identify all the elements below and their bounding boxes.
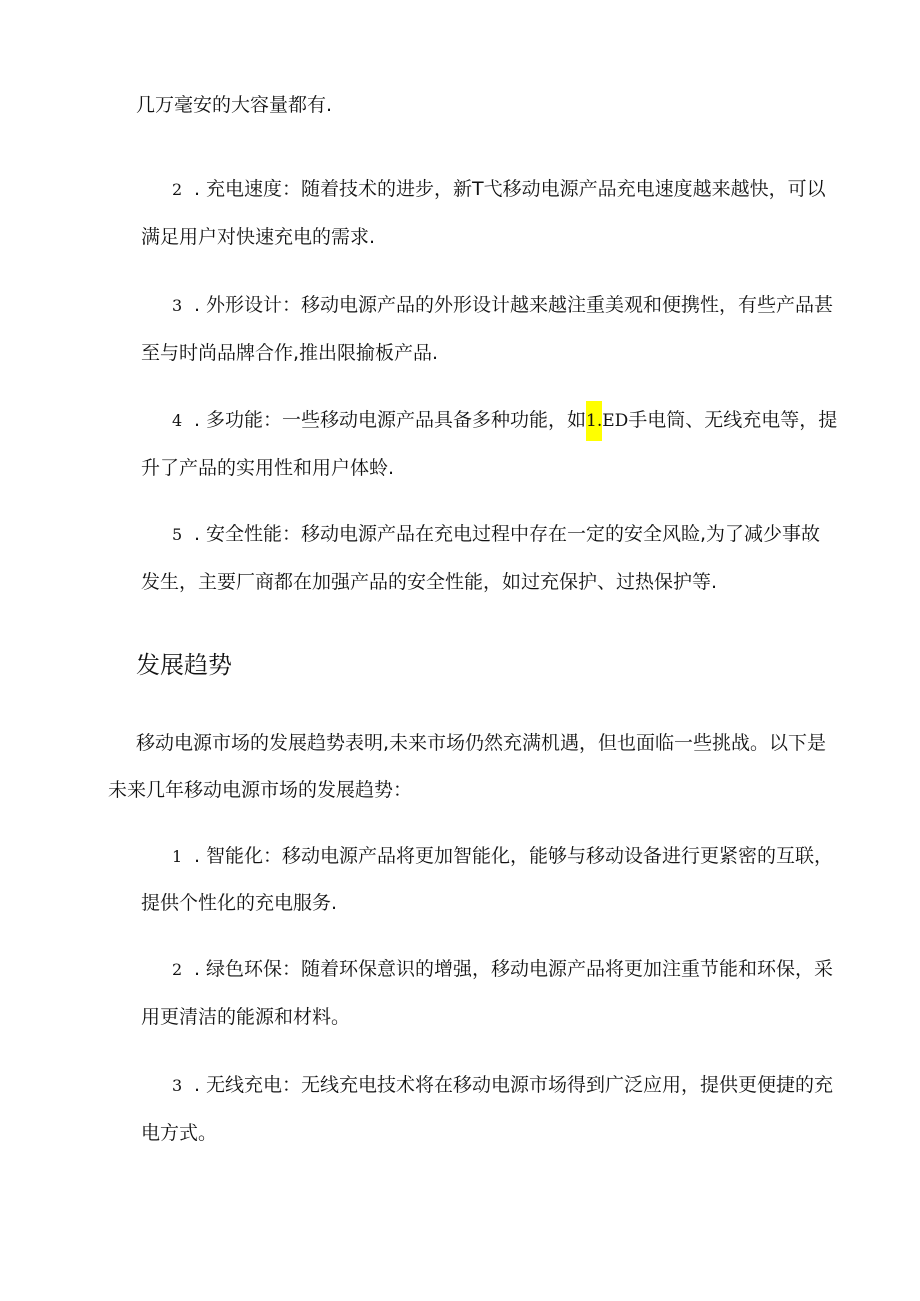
continuation-text: 几万毫安的大容量都有. [136,94,333,116]
list-number: 2 [172,960,183,979]
list-number: 3 [172,1076,183,1095]
feature-item-4-line1 [172,407,837,434]
trend-text: 绿色环保：随着环保意识的增强，移动电源产品将更加注重节能和环保，采 [206,958,834,980]
trend-item-2-line2: 用更清洁的能源和材料。 [141,1006,351,1028]
trend-item-3-line1 [172,1072,833,1099]
feature-item-4-line2: 升了产品的实用性和用户体蛉. [141,457,395,479]
section-heading: 发展趋势 [136,651,232,679]
feature-text-post: 手电筒、无线充电等，提 [628,409,838,431]
list-dot: . [194,958,201,980]
trend-text: 无线充电：无线充电技术将在移动电源市场得到广泛应用，提供更便捷的充 [206,1074,834,1096]
feature-text: 安全性能：移动电源产品在充电过程中存在一定的安全风睑,为了减少事故 [206,523,821,545]
list-dot: . [194,409,201,431]
list-number: 2 [172,180,183,199]
list-number: 4 [172,411,183,430]
feature-item-5-line1 [172,521,820,548]
list-number: 3 [172,296,183,315]
list-dot: . [194,294,201,316]
list-dot: . [194,178,201,200]
feature-text: 外形设计：移动电源产品的外形设计越来越注重美观和便携性，有些产品甚 [206,294,834,316]
feature-item-2-line1 [172,176,826,203]
feature-text: 多功能：一些移动电源产品具备多种功能，如 [206,409,587,431]
feature-item-3-line1 [172,292,833,319]
feature-item-2-line2: 满足用户对快速充电的需求. [141,226,376,248]
list-number: 5 [172,525,183,544]
list-number: 1 [172,847,183,866]
list-dot: . [194,845,201,867]
feature-text: 充电速度：随着技术的进步，新T弋移动电源产品充电速度越来越快，可以 [206,178,826,200]
list-dot: . [194,523,201,545]
trend-item-3-line2: 电方式。 [141,1122,218,1144]
feature-text-ed: ED [602,411,629,431]
feature-item-5-line2: 发生，主要厂商都在加强产品的安全性能，如过充保护、过热保护等. [141,571,718,593]
intro-line2: 未来几年移动电源市场的发展趋势： [108,779,413,801]
trend-item-1-line1 [172,843,833,870]
list-dot: . [194,1074,201,1096]
feature-item-3-line2: 至与时尚品牌合作,推出限揄板产品. [141,342,439,364]
highlighted-text: 1. [586,401,602,441]
trend-item-2-line1 [172,956,833,983]
trend-text: 智能化：移动电源产品将更加智能化，能够与移动设备进行更紧密的互联， [206,845,834,867]
trend-item-1-line2: 提供个性化的充电服务. [141,892,338,914]
intro-line1: 移动电源市场的发展趋势表明,未来市场仍然充满机遇，但也面临一些挑战。以下是 [136,732,827,754]
